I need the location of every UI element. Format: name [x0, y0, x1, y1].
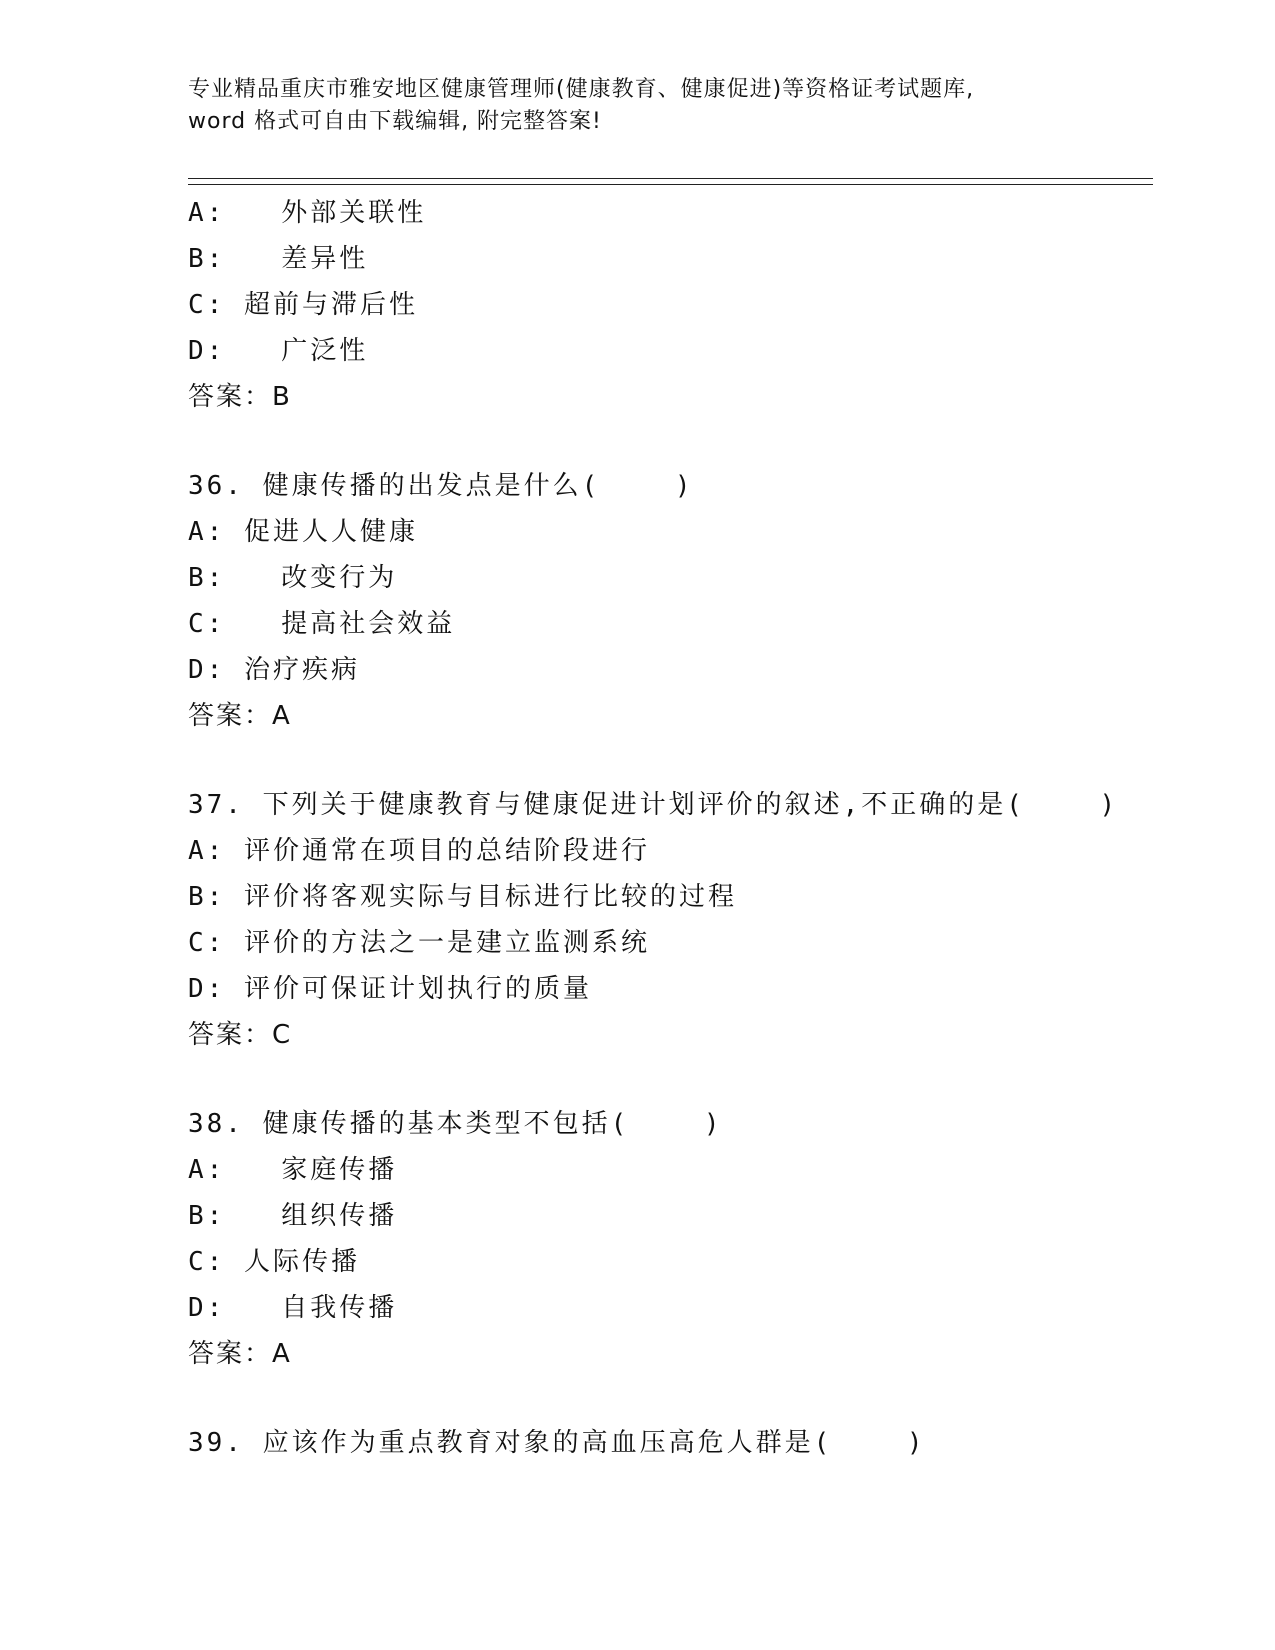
question-35-options — [188, 190, 1148, 420]
header-line-2: word 格式可自由下载编辑, 附完整答案! — [188, 109, 602, 134]
q37-option-c: C: 评价的方法之一是建立监测系统 — [188, 928, 650, 958]
question-list — [188, 190, 1148, 1466]
q35-option-d: D: 广泛性 — [188, 336, 369, 366]
q37-option-a: A: 评价通常在项目的总结阶段进行 — [188, 836, 650, 866]
q36-option-d: D: 治疗疾病 — [188, 655, 360, 685]
q38-answer: 答案：A — [188, 1339, 292, 1369]
question-39 — [188, 1420, 1148, 1466]
q35-answer: 答案：B — [188, 382, 292, 412]
question-37 — [188, 782, 1148, 1058]
q37-option-d: D: 评价可保证计划执行的质量 — [188, 974, 592, 1004]
q36-answer: 答案：A — [188, 701, 292, 731]
question-36 — [188, 463, 1148, 739]
q38-question: 38. 健康传播的基本类型不包括( ) — [188, 1109, 723, 1139]
header-divider — [188, 178, 1153, 185]
spacer — [188, 1058, 1148, 1101]
q35-option-a: A: 外部关联性 — [188, 198, 427, 228]
q36-option-c: C: 提高社会效益 — [188, 609, 456, 639]
q37-option-b: B: 评价将客观实际与目标进行比较的过程 — [188, 882, 737, 912]
document-header — [188, 74, 1088, 138]
spacer — [188, 739, 1148, 782]
q37-answer: 答案：C — [188, 1020, 293, 1050]
q38-option-a: A: 家庭传播 — [188, 1155, 398, 1185]
spacer — [188, 1377, 1148, 1420]
q38-option-d: D: 自我传播 — [188, 1293, 398, 1323]
header-line-1: 专业精品重庆市雅安地区健康管理师(健康教育、健康促进)等资格证考试题库, — [188, 77, 975, 102]
q35-option-b: B: 差异性 — [188, 244, 369, 274]
q35-option-c: C: 超前与滞后性 — [188, 290, 418, 320]
q39-question: 39. 应该作为重点教育对象的高血压高危人群是( ) — [188, 1428, 926, 1458]
question-38 — [188, 1101, 1148, 1377]
q36-option-a: A: 促进人人健康 — [188, 517, 418, 547]
q37-question: 37. 下列关于健康教育与健康促进计划评价的叙述,不正确的是( ) — [188, 790, 1119, 820]
q36-question: 36. 健康传播的出发点是什么( ) — [188, 471, 694, 501]
q38-option-b: B: 组织传播 — [188, 1201, 398, 1231]
spacer — [188, 420, 1148, 463]
q38-option-c: C: 人际传播 — [188, 1247, 360, 1277]
q36-option-b: B: 改变行为 — [188, 563, 398, 593]
